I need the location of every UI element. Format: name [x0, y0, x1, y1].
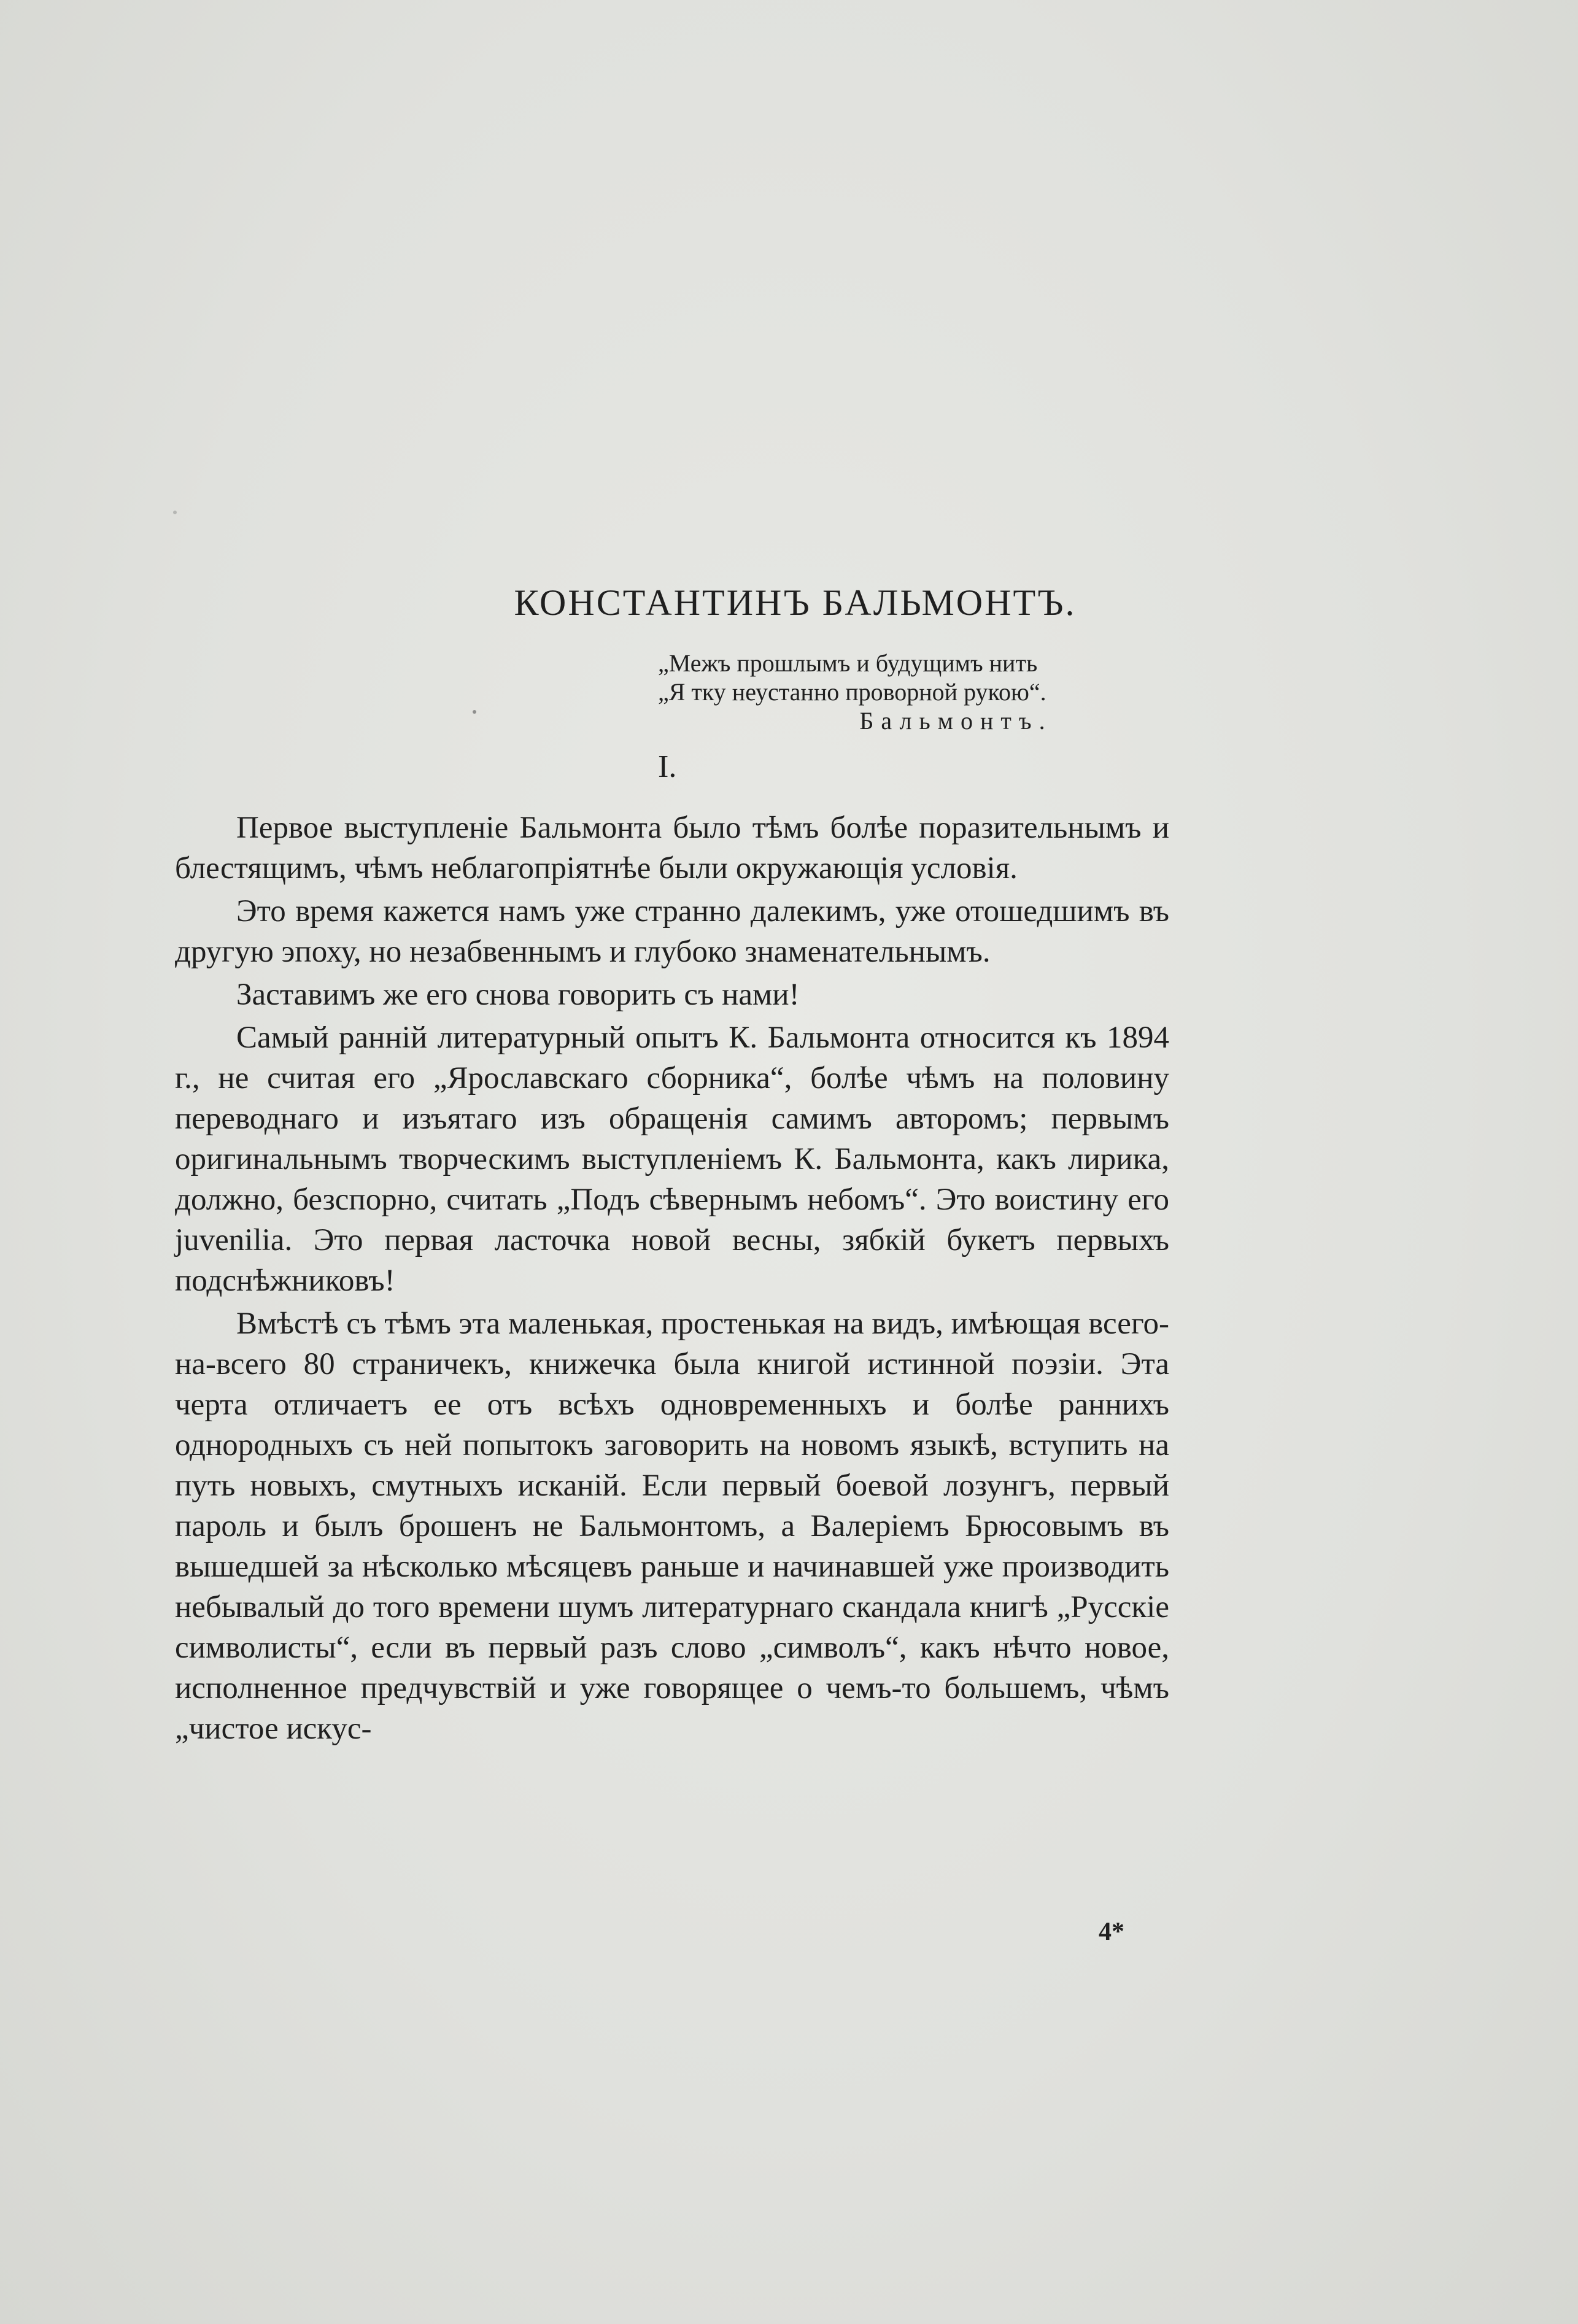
- paragraph-5: Вмѣстѣ съ тѣмъ эта маленькая, простенькая на видъ, имѣющая всего-на-всего 80 страничекъ, книжечка была книгой истинной поэзіи. Эта черта отличаетъ ее отъ всѣхъ одновременныхъ и болѣе раннихъ однородныхъ съ ней попытокъ заговорить на новомъ языкѣ, вступить на путь новыхъ, смутныхъ исканій. Если первый боевой лозунгъ, первый пароль и былъ брошенъ не Бальмонтомъ, а Валеріемъ Брюсовымъ въ вышедшей за нѣсколько мѣсяцевъ раньше и начинавшей уже производить небывалый до того времени шумъ литературнаго скандала книгѣ „Русскіе символисты“, если въ первый разъ слово „символъ“, какъ нѣчто новое, исполненное предчувствій и уже говорящее о чемъ-то большемъ, чѣмъ „чистое искус-: [175, 1307, 1169, 1746]
- epigraph-line-1: „Межъ прошлымъ и будущимъ нить: [658, 649, 1038, 677]
- paragraph-2: Это время кажется намъ уже странно далекимъ, уже отошедшимъ въ другую эпоху, но незабвеннымъ и глубоко знаменательнымъ.: [175, 894, 1169, 969]
- epigraph-author: Бальмонтъ.: [859, 707, 1053, 735]
- paragraph-3: Заставимъ же его снова говорить съ нами!: [236, 978, 800, 1012]
- epigraph: [658, 649, 1053, 735]
- paragraph-1: Первое выступленіе Бальмонта было тѣмъ болѣе поразительнымъ и блестящимъ, чѣмъ неблагопріятнѣе были окружающія условія.: [175, 811, 1169, 886]
- chapter-title: КОНСТАНТИНЪ БАЛЬМОНТЪ.: [514, 582, 1077, 623]
- section-number: I.: [658, 749, 677, 784]
- paper-speck: [173, 511, 177, 514]
- epigraph-line-2: „Я тку неустанно проворной рукою“.: [658, 678, 1046, 706]
- body-text: [175, 808, 1169, 1751]
- paragraph-4: Самый ранній литературный опытъ К. Бальмонта относится къ 1894 г., не считая его „Ярославскаго сборника“, болѣе чѣмъ на половину переводнаго и изъятаго изъ обращенія самимъ авторомъ; первымъ оригинальнымъ творческимъ выступленіемъ К. Бальмонта, какъ лирика, должно, безспорно, считать „Подъ сѣвернымъ небомъ“. Это воистину его juvenilia. Это первая ласточка новой весны, зябкій букетъ первыхъ подснѣжниковъ!: [175, 1021, 1169, 1298]
- paper-speck: [473, 710, 476, 714]
- page-number: 4*: [1099, 1918, 1124, 1946]
